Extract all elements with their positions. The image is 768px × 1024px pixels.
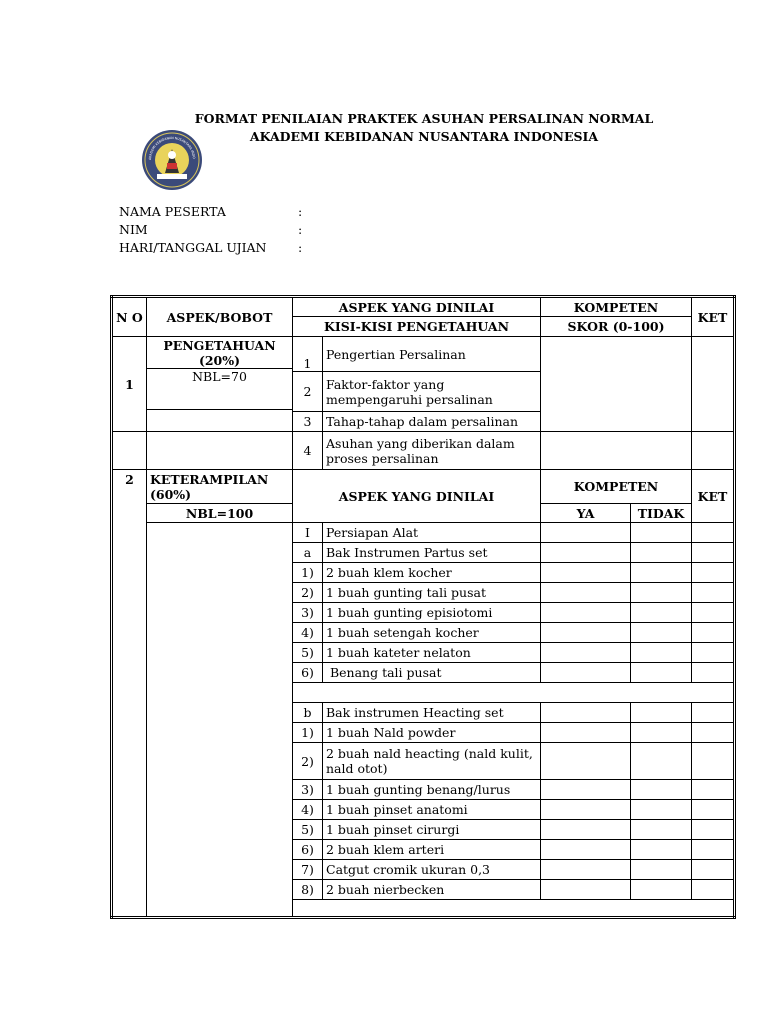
ket-cell	[692, 840, 735, 860]
skill-item-text: 1 buah gunting episiotomi	[323, 603, 541, 623]
document-title-line2: AKADEMI KEBIDANAN NUSANTARA INDONESIA	[249, 129, 599, 144]
skill-item-text: Persiapan Alat	[323, 523, 541, 543]
ket-cell	[692, 800, 735, 820]
tidak-cell	[631, 523, 692, 543]
ket-cell	[692, 623, 735, 643]
skill-item-number: b	[293, 703, 323, 723]
ket-cell	[692, 563, 735, 583]
assessment-table	[110, 295, 736, 919]
section2-header-aspek-dinilai: ASPEK YANG DINILAI	[293, 470, 541, 523]
tidak-cell	[631, 703, 692, 723]
skill-item-text: 2 buah klem kocher	[323, 563, 541, 583]
document-title-line1: FORMAT PENILAIAN PRAKTEK ASUHAN PERSALINAN NORMAL	[194, 111, 654, 126]
header-kompeten: KOMPETEN	[541, 297, 692, 317]
tidak-cell	[631, 840, 692, 860]
skill-item-text: Bak Instrumen Partus set	[323, 543, 541, 563]
tidak-cell	[631, 663, 692, 683]
ket-cell	[692, 583, 735, 603]
section2-header-ket: KET	[692, 470, 735, 523]
header-kisi-kisi: KISI-KISI PENGETAHUAN	[293, 317, 541, 337]
tidak-cell	[631, 563, 692, 583]
skill-item-text: 1 buah Nald powder	[323, 723, 541, 743]
ya-cell	[541, 563, 631, 583]
ya-cell	[541, 543, 631, 563]
skill-item-text: 1 buah pinset anatomi	[323, 800, 541, 820]
header-aspek-bobot: ASPEK/BOBOT	[147, 297, 293, 337]
skill-item-number: 7)	[293, 860, 323, 880]
tidak-cell	[631, 780, 692, 800]
field-label: NIM	[119, 222, 148, 237]
tidak-cell	[631, 820, 692, 840]
knowledge-item-text: Asuhan yang diberikan dalam proses persalinan	[323, 432, 541, 470]
skill-item-text: Bak instrumen Heacting set	[323, 703, 541, 723]
knowledge-item-number: 2	[293, 372, 323, 412]
ket-cell	[692, 723, 735, 743]
ket-cell	[692, 603, 735, 623]
knowledge-item-text: Tahap-tahap dalam persalinan	[323, 412, 541, 432]
knowledge-item-number: 1	[293, 337, 323, 372]
section2-header-kompeten: KOMPETEN	[541, 470, 692, 504]
tidak-cell	[631, 543, 692, 563]
skill-item-number: 1)	[293, 563, 323, 583]
academy-logo	[141, 129, 203, 191]
ket-cell	[692, 780, 735, 800]
skill-item-number: a	[293, 543, 323, 563]
skill-item-text: 1 buah pinset cirurgi	[323, 820, 541, 840]
knowledge-item-text: Pengertian Persalinan	[323, 337, 541, 372]
ket-cell	[692, 543, 735, 563]
skill-item-number: 6)	[293, 840, 323, 860]
ya-cell	[541, 780, 631, 800]
skill-item-number: 3)	[293, 603, 323, 623]
field-nim	[119, 222, 303, 237]
tidak-cell	[631, 603, 692, 623]
knowledge-item-number: 3	[293, 412, 323, 432]
skill-item-number: I	[293, 523, 323, 543]
field-colon: :	[298, 204, 303, 219]
section1-no-cont	[112, 432, 147, 470]
skill-item-number: 4)	[293, 623, 323, 643]
ya-cell	[541, 860, 631, 880]
tidak-cell	[631, 623, 692, 643]
ya-cell	[541, 743, 631, 780]
ya-cell	[541, 623, 631, 643]
ya-cell	[541, 523, 631, 543]
knowledge-item-text: Faktor-faktor yang mempengaruhi persalinan	[323, 372, 541, 412]
skill-item-number: 4)	[293, 800, 323, 820]
ya-cell	[541, 723, 631, 743]
ya-cell	[541, 703, 631, 723]
skor-cell	[541, 337, 692, 432]
header-tidak: TIDAK	[631, 504, 692, 523]
skill-item-text: 2 buah klem arteri	[323, 840, 541, 860]
field-nama-peserta	[119, 204, 303, 219]
tidak-cell	[631, 800, 692, 820]
skill-item-number: 2)	[293, 583, 323, 603]
ket-cell	[692, 703, 735, 723]
skill-item-text: 1 buah gunting tali pusat	[323, 583, 541, 603]
section1-no: 1	[112, 337, 147, 432]
section2-no: 2	[112, 470, 147, 918]
logo-lettering: AKADEMI KEBIDANAN NUSANTARA INDO	[147, 135, 196, 161]
skill-item-number: 2)	[293, 743, 323, 780]
field-colon: :	[298, 222, 303, 237]
skill-item-number: 3)	[293, 780, 323, 800]
tidak-cell	[631, 723, 692, 743]
ket-cell	[692, 860, 735, 880]
tidak-cell	[631, 880, 692, 900]
ya-cell	[541, 603, 631, 623]
skor-cell	[541, 432, 692, 470]
skill-item-number: 6)	[293, 663, 323, 683]
section2-name: KETERAMPILAN (60%)	[147, 470, 293, 504]
tidak-cell	[631, 860, 692, 880]
skill-item-text: 1 buah setengah kocher	[323, 623, 541, 643]
header-aspek-dinilai: ASPEK YANG DINILAI	[293, 297, 541, 317]
skill-item-number: 5)	[293, 643, 323, 663]
section2-nbl: NBL=100	[147, 504, 293, 523]
spacer-row	[293, 683, 735, 703]
ya-cell	[541, 820, 631, 840]
tidak-cell	[631, 583, 692, 603]
ket-cell	[692, 643, 735, 663]
skill-item-text: 1 buah kateter nelaton	[323, 643, 541, 663]
header-skor: SKOR (0-100)	[541, 317, 692, 337]
section1-nbl: NBL=70	[147, 369, 293, 410]
ya-cell	[541, 800, 631, 820]
skill-item-text: Catgut cromik ukuran 0,3	[323, 860, 541, 880]
field-hari-tanggal	[119, 240, 303, 255]
skill-item-text: Benang tali pusat	[323, 663, 541, 683]
ket-cell	[692, 880, 735, 900]
ya-cell	[541, 583, 631, 603]
tidak-cell	[631, 743, 692, 780]
knowledge-item-number: 4	[293, 432, 323, 470]
skill-item-number: 8)	[293, 880, 323, 900]
ket-cell	[692, 337, 735, 432]
section1-empty-cont	[147, 432, 293, 470]
skill-item-text: 2 buah nierbecken	[323, 880, 541, 900]
ket-cell	[692, 820, 735, 840]
skill-item-text: 2 buah nald heacting (nald kulit, nald otot)	[323, 743, 541, 780]
field-label: HARI/TANGGAL UJIAN	[119, 240, 267, 255]
ya-cell	[541, 663, 631, 683]
header-ya: YA	[541, 504, 631, 523]
ya-cell	[541, 880, 631, 900]
field-colon: :	[298, 240, 303, 255]
section2-bobot-empty	[147, 523, 293, 918]
ket-cell	[692, 743, 735, 780]
header-no: N O	[112, 297, 147, 337]
spacer-row	[293, 900, 735, 918]
ket-cell	[692, 523, 735, 543]
section1-name: PENGETAHUAN (20%)	[147, 337, 293, 369]
ket-cell	[692, 663, 735, 683]
skill-item-number: 1)	[293, 723, 323, 743]
ya-cell	[541, 643, 631, 663]
field-label: NAMA PESERTA	[119, 204, 226, 219]
ket-cell	[692, 432, 735, 470]
skill-item-text: 1 buah gunting benang/lurus	[323, 780, 541, 800]
tidak-cell	[631, 643, 692, 663]
skill-item-number: 5)	[293, 820, 323, 840]
section1-empty	[147, 410, 293, 432]
ya-cell	[541, 840, 631, 860]
header-ket: KET	[692, 297, 735, 337]
